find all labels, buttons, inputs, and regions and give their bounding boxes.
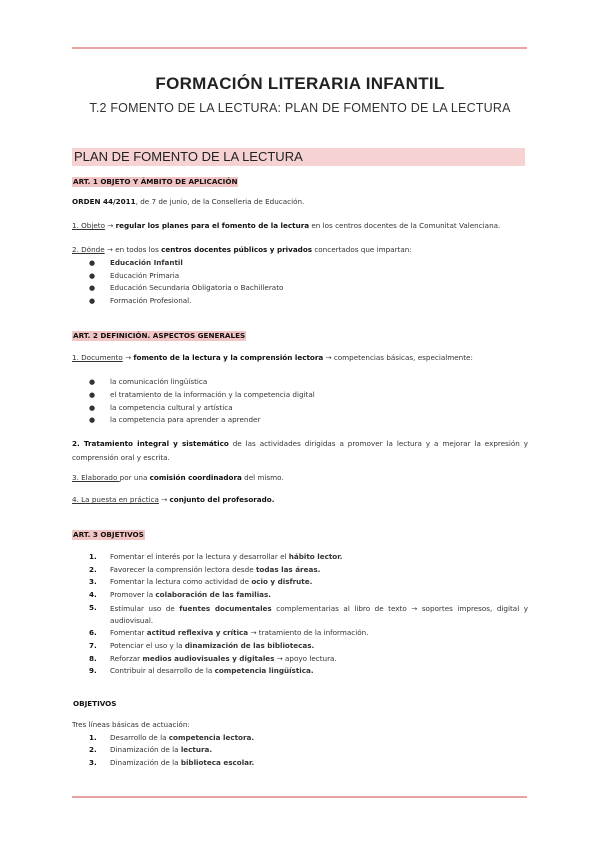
item-number: 8. — [89, 654, 97, 663]
elaborado-pre: por una — [119, 473, 150, 482]
objeto-bold: regular los planes para el fomento de la lectura — [115, 221, 310, 230]
item-number: 1. — [89, 733, 97, 742]
donde-bold: centros docentes públicos y privados — [161, 245, 313, 254]
donde-label: 2. Dónde — [72, 245, 105, 254]
item-text: Dinamización de la — [110, 745, 181, 754]
item-text: Desarrollo de la — [110, 733, 169, 742]
item-bold: biblioteca escolar. — [180, 758, 255, 767]
item-number: 3. — [89, 758, 97, 767]
list-item — [89, 552, 529, 562]
list-item-text: el tratamiento de la información y la competencia digital — [110, 390, 315, 399]
item-bold: competencia lingüística. — [214, 666, 314, 675]
tratamiento-bold: 2. Tratamiento integral y sistemático — [72, 439, 229, 448]
item-number: 9. — [89, 666, 97, 675]
tratamiento-rest: de las actividades dirigidas a promover la lectura y a mejorar la expresión y comprensión oral y escrita. — [72, 439, 528, 462]
item-text: Estimular uso de — [110, 604, 180, 613]
objetivos-intro: Tres líneas básicas de actuación: — [72, 720, 190, 729]
list-item — [89, 577, 529, 587]
art2-heading: ART. 2 DEFINICIÓN. ASPECTOS GENERALES — [73, 331, 246, 340]
doc-arrow: → — [122, 353, 134, 362]
doc-rest: → competencias básicas, especialmente: — [323, 353, 473, 362]
orden-text: , de 7 de junio, de la Conselleria de Educación. — [135, 197, 305, 206]
item-text: Promover la — [110, 590, 156, 599]
bullet-icon: ● — [89, 378, 96, 386]
puesta-arrow: → — [158, 495, 170, 504]
item-bold: actitud reflexiva y crítica — [146, 628, 249, 637]
item-bold: lectura. — [180, 745, 213, 754]
art2-elaborado — [72, 473, 528, 483]
list-item — [89, 603, 529, 627]
item-post: → apoyo lectura. — [274, 654, 337, 663]
list-item — [89, 628, 529, 638]
puesta-bold: conjunto del profesorado. — [169, 495, 275, 504]
art1-heading: ART. 1 OBJETO Y ÁMBITO DE APLICACIÓN — [73, 177, 238, 186]
list-item — [89, 296, 191, 306]
section-title: PLAN DE FOMENTO DE LA LECTURA — [74, 149, 303, 164]
list-item-text: Educación Infantil — [110, 258, 183, 267]
bullet-icon: ● — [89, 297, 96, 305]
item-bold: competencia lectora. — [168, 733, 255, 742]
art2-puesta — [72, 495, 528, 505]
donde-pre: → en todos los — [104, 245, 162, 254]
document-title: FORMACIÓN LITERARIA INFANTIL — [155, 74, 445, 93]
item-text: Fomentar la lectura como actividad de — [110, 577, 252, 586]
item-text: Contribuir al desarrollo de la — [110, 666, 215, 675]
list-item-text: la competencia cultural y artística — [110, 403, 233, 412]
elaborado-label: 3. Elaborado — [72, 473, 120, 482]
item-text: Fomentar el interés por la lectura y desarrollar el — [110, 552, 289, 561]
puesta-label: 4. La puesta en práctica — [72, 495, 159, 504]
list-item-text: Educación Primaria — [110, 271, 180, 280]
art1-donde — [72, 245, 528, 255]
list-item-text: la comunicación lingüística — [110, 377, 208, 386]
list-item — [89, 415, 260, 425]
bullet-icon: ● — [89, 404, 96, 412]
item-text: Dinamización de la — [110, 758, 181, 767]
item-bold: todas las áreas. — [255, 565, 321, 574]
list-item — [89, 565, 529, 575]
top-rule — [72, 47, 527, 49]
item-number: 1. — [89, 552, 97, 561]
item-number: 6. — [89, 628, 97, 637]
art2-tratamiento — [72, 437, 528, 465]
bullet-icon: ● — [89, 259, 96, 267]
item-number: 7. — [89, 641, 97, 650]
art3-heading: ART. 3 OBJETIVOS — [73, 530, 144, 539]
item-bold: ocio y disfrute. — [251, 577, 313, 586]
objeto-rest: en los centros docentes de la Comunitat Valenciana. — [309, 221, 501, 230]
item-bold: medios audiovisuales y digitales — [142, 654, 275, 663]
item-number: 2. — [89, 565, 97, 574]
objetivos-heading: OBJETIVOS — [73, 699, 117, 708]
item-number: 4. — [89, 590, 97, 599]
item-text: Reforzar — [110, 654, 143, 663]
item-number: 3. — [89, 577, 97, 586]
bullet-icon: ● — [89, 391, 96, 399]
list-item — [89, 733, 529, 743]
item-number: 2. — [89, 745, 97, 754]
objeto-arrow: → — [105, 221, 116, 230]
item-number: 5. — [89, 603, 97, 612]
item-post: → tratamiento de la información. — [248, 628, 369, 637]
item-bold: dinamización de las bibliotecas. — [184, 641, 315, 650]
item-post: complementarias al libro de texto → soportes impresos, digital y audiovisual. — [110, 604, 528, 625]
list-item — [89, 590, 529, 600]
bottom-rule — [72, 796, 527, 798]
list-item — [89, 745, 529, 755]
list-item-text: Formación Profesional. — [110, 296, 192, 305]
item-text: Potenciar el uso y la — [110, 641, 185, 650]
orden-number: ORDEN 44/2011 — [72, 197, 136, 206]
document-subtitle: T.2 FOMENTO DE LA LECTURA: PLAN DE FOMENTO DE LA LECTURA — [89, 101, 511, 115]
list-item — [89, 283, 283, 293]
list-item-text: la competencia para aprender a aprender — [110, 415, 261, 424]
list-item — [89, 271, 179, 281]
elaborado-rest: del mismo. — [241, 473, 284, 482]
item-text: Fomentar — [110, 628, 147, 637]
bullet-icon: ● — [89, 284, 96, 292]
bullet-icon: ● — [89, 272, 96, 280]
doc-label: 1. Documento — [72, 353, 123, 362]
art1-orden — [72, 197, 528, 207]
doc-bold: fomento de la lectura y la comprensión lectora — [133, 353, 324, 362]
objeto-label: 1. Objeto — [72, 221, 105, 230]
item-text: Favorecer la comprensión lectora desde — [110, 565, 256, 574]
elaborado-bold: comisión coordinadora — [149, 473, 242, 482]
list-item — [89, 758, 529, 768]
item-bold: hábito lector. — [288, 552, 343, 561]
list-item — [89, 666, 529, 676]
bullet-icon: ● — [89, 416, 96, 424]
list-item — [89, 403, 233, 413]
item-bold: fuentes documentales — [179, 604, 272, 613]
donde-rest: concertados que impartan: — [312, 245, 412, 254]
list-item-text: Educación Secundaria Obligatoria o Bachillerato — [110, 283, 284, 292]
list-item — [89, 258, 183, 268]
art2-documento — [72, 353, 528, 363]
list-item — [89, 641, 529, 651]
item-bold: colaboración de las familias. — [155, 590, 272, 599]
list-item — [89, 654, 529, 664]
list-item — [89, 377, 207, 387]
art1-objeto — [72, 221, 528, 231]
list-item — [89, 390, 315, 400]
